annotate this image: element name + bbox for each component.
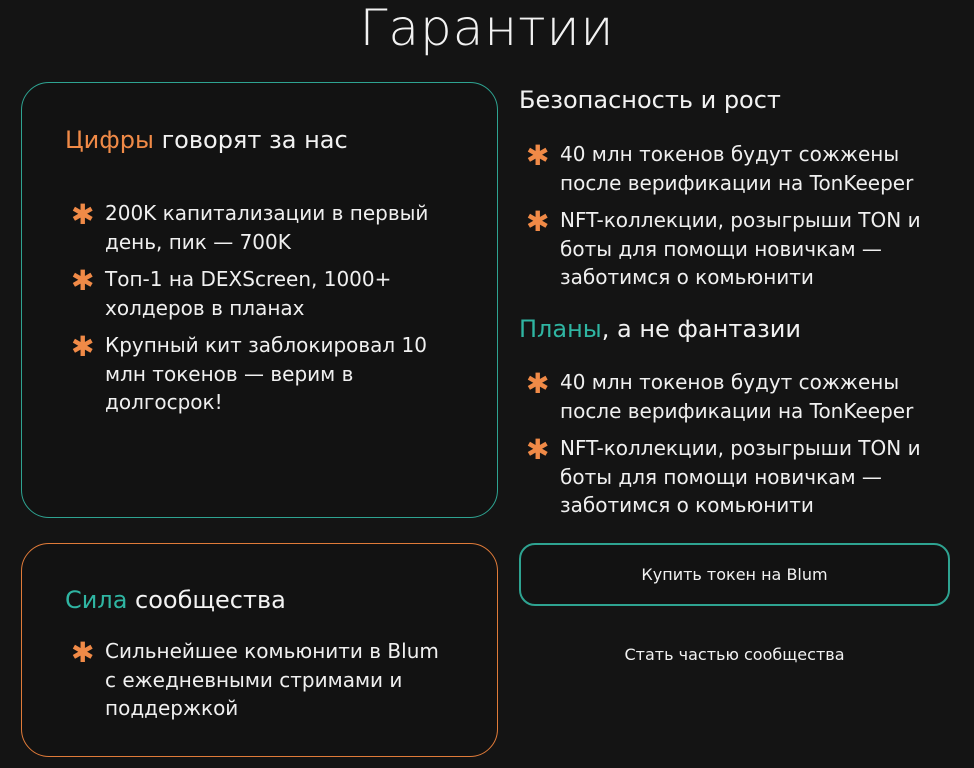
list-item: ✱ 200K капитализации в первый день, пик — 700K (71, 198, 429, 254)
community-card (21, 543, 498, 757)
plans-heading-accent: Планы (519, 315, 602, 343)
numbers-heading-accent: Цифры (65, 126, 154, 154)
community-card-heading (65, 585, 286, 615)
asterisk-icon: ✱ (526, 205, 550, 238)
buy-token-button[interactable]: Купить токен на Blum (519, 543, 950, 606)
numbers-heading-rest: говорят за нас (153, 126, 348, 154)
list-item: ✱ Топ-1 на DEXScreen, 1000+ холдеров в планах (71, 264, 392, 320)
list-item: ✱ Крупный кит заблокировал 10 млн токенов — верим в долгосрок! (71, 330, 428, 414)
security-list (526, 140, 926, 301)
asterisk-icon: ✱ (71, 330, 95, 363)
asterisk-icon: ✱ (526, 139, 550, 172)
plans-list (526, 368, 926, 529)
asterisk-icon: ✱ (71, 198, 95, 231)
numbers-card-heading (65, 125, 348, 155)
list-item: ✱ NFT-коллекции, розыгрыши TON и боты для помощи новичкам — заботимся о комьюнити (526, 205, 921, 289)
join-community-link[interactable]: Стать частью сообщества (624, 645, 845, 664)
security-heading: Безопасность и рост (519, 86, 781, 114)
list-item: ✱ NFT-коллекции, розыгрыши TON и боты для помощи новичкам — заботимся о комьюнити (526, 433, 921, 517)
community-list (71, 637, 451, 732)
page-title: Гарантии (359, 0, 615, 57)
asterisk-icon: ✱ (71, 264, 95, 297)
plans-heading-rest: , а не фантазии (601, 315, 801, 343)
asterisk-icon: ✱ (526, 433, 550, 466)
community-heading-rest: сообщества (127, 586, 286, 614)
numbers-card (21, 82, 498, 518)
list-item: ✱ 40 млн токенов будут сожжены после верификации на TonKeeper (526, 139, 914, 195)
plans-heading (519, 314, 801, 344)
numbers-list (71, 199, 431, 426)
asterisk-icon: ✱ (71, 636, 95, 669)
list-item: ✱ Сильнейшее комьюнити в Blum с ежедневными стримами и поддержкой (71, 636, 439, 720)
community-heading-accent: Сила (65, 586, 128, 614)
list-item: ✱ 40 млн токенов будут сожжены после верификации на TonKeeper (526, 367, 914, 423)
asterisk-icon: ✱ (526, 367, 550, 400)
